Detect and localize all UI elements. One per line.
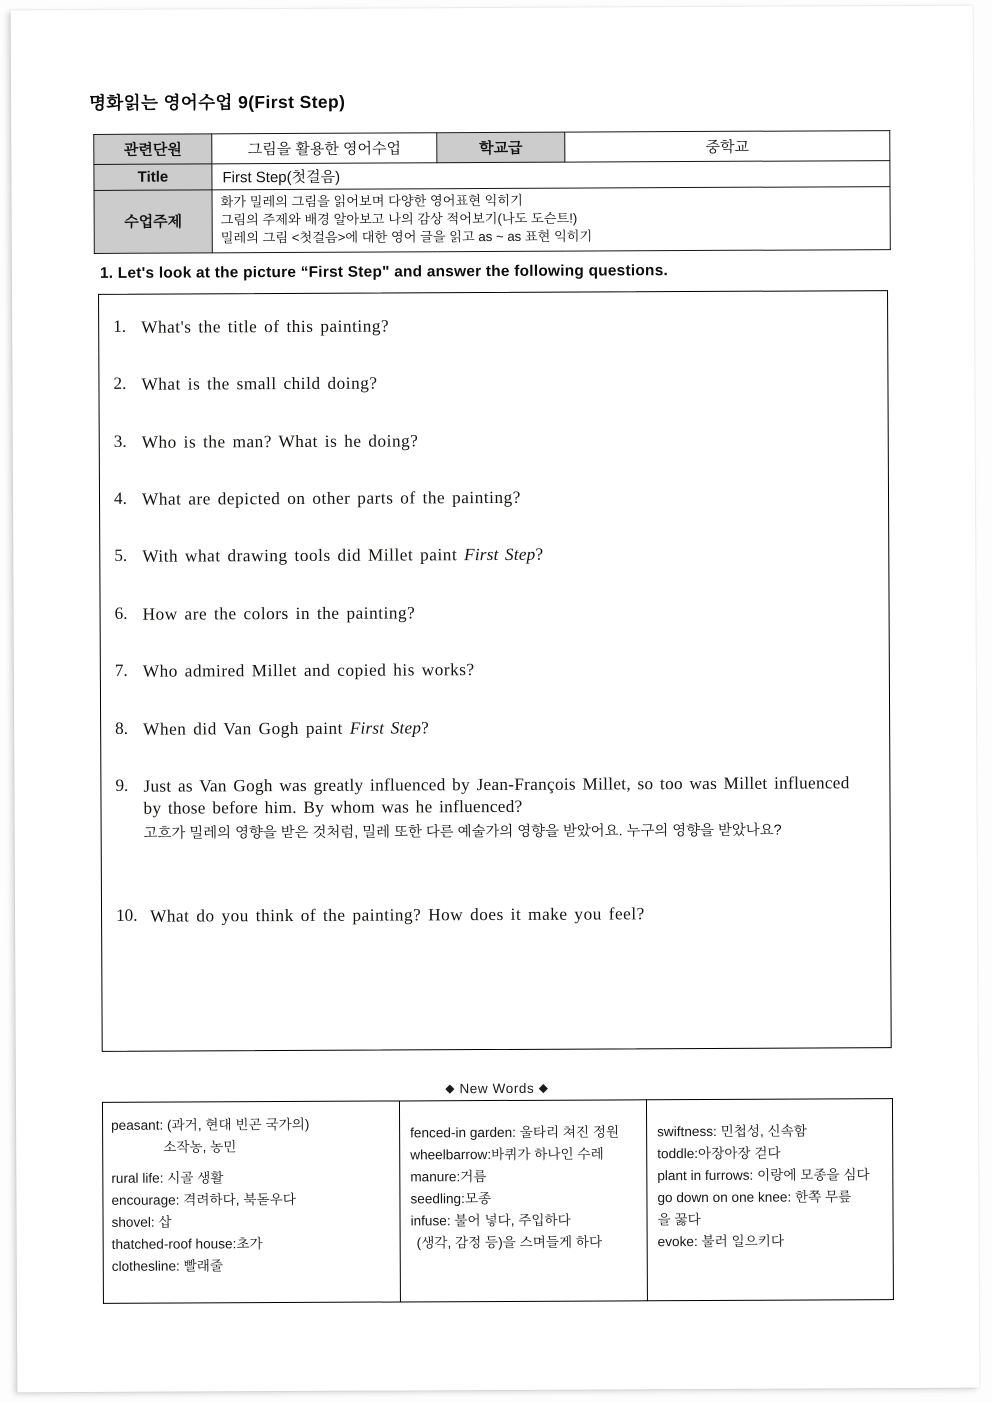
question-text: Who is the man? What is he doing? [141,431,419,452]
new-words-heading [102,1079,892,1098]
question-number: 7. [114,660,128,681]
info-value-schoollevel: 중학교 [565,131,890,163]
list-item [116,903,872,929]
question-text: What is the small child doing? [141,373,378,395]
page-content [11,6,980,1393]
question-number: 9. [115,775,129,795]
diamond-icon: ◆ [445,1081,456,1096]
list-item [113,371,869,397]
table-row [94,187,890,254]
question-text: What's the title of this painting? [141,316,390,337]
questions-list [99,291,890,929]
vocab-column-1 [102,1101,400,1303]
vocab-entry: thatched-roof house:초가 [111,1236,263,1252]
vocab-entry: 을 꿇다 [657,1212,701,1228]
info-value-title: First Step(첫걸음) [212,161,890,190]
info-label-subject: 수업주제 [94,190,212,253]
new-words-label: New Words [459,1080,535,1097]
vocab-entry: swiftness: 민첩성, 신속함 [657,1123,807,1140]
list-item [114,485,870,511]
table-row [94,161,890,191]
question-text: With what drawing tools did Millet paint First Step? [142,545,544,567]
question-number: 1. [113,316,127,336]
question-number: 5. [114,546,128,566]
subject-line: 화가 밀레의 그림을 읽어보며 다양한 영어표현 익히기 [220,192,523,210]
question-number: 3. [113,431,127,451]
vocab-entry: manure:거름 [410,1169,487,1185]
vocab-entry: clothesline: 빨래줄 [111,1258,223,1274]
list-item [115,772,871,844]
new-words-table [102,1098,894,1304]
info-label-title: Title [94,164,212,191]
vocab-entry: rural life: 시골 생활 [111,1170,224,1186]
vocab-entry: seedling:모종 [410,1191,492,1207]
info-label-unit: 관련단원 [94,134,212,165]
question-text: When did Van Gogh paint First Step? [143,717,430,739]
question-text: What do you think of the painting? How does it make you feel? [150,904,645,927]
vocab-entry: peasant: (과거, 현대 빈곤 국가의) [111,1116,310,1133]
question-text: Who admired Millet and copied his works? [142,660,475,681]
document-page [11,6,980,1393]
vocab-entry: encourage: 격려하다, 북돋우다 [111,1192,296,1208]
question-number: 6. [114,603,128,623]
question-text: How are the colors in the painting? [142,603,416,624]
questions-box [98,290,892,1052]
info-value-unit: 그림을 활용한 영어수업 [212,133,437,164]
vocab-entry: fenced-in garden: 울타리 쳐진 정원 [410,1124,620,1141]
list-item [113,313,869,339]
question-text: Just as Van Gogh was greatly influenced by Jean-François Millet, so too was Millet influenced by those before him. By whom was he influenced? 고흐가 밀레의 영향을 받은 것처럼, 밀레 또한 다른 예술가의 영향을 받았어요. 누구의 영향을 받았나요? [143,772,871,844]
vocab-entry: 소작농, 농민 [163,1139,237,1155]
question-text: What are depicted on other parts of the painting? [141,487,521,509]
vocab-entry: go down on one knee: 한쪽 무릎 [657,1189,852,1206]
vocab-entry: (생각, 감정 등)을 스며들게 하다 [416,1234,603,1251]
question-number: 10. [116,906,138,926]
lesson-info-table [93,130,891,254]
question-number: 4. [113,488,127,508]
list-item [114,428,870,454]
info-value-subject [212,187,890,253]
subject-line: 그림의 주제와 배경 알아보고 나의 감상 적어보기(나도 도슨트!) [220,210,578,228]
vocab-entry: evoke: 불러 일으키다 [657,1233,785,1250]
vocab-entry: plant in furrows: 이랑에 모종을 심다 [657,1167,870,1184]
vocab-column-2 [399,1100,647,1302]
page-title: 명화읽는 영어수업 9(First Step) [89,91,346,113]
question-number: 8. [115,718,129,738]
vocab-entry: infuse: 불어 넣다, 주입하다 [410,1212,571,1229]
vocab-entry: wheelbarrow:바퀴가 하나인 수레 [410,1146,604,1163]
list-item [115,600,871,626]
list-item [114,543,870,569]
vocab-entry: toddle:아장아장 걷다 [657,1145,781,1162]
question-korean-gloss: 고흐가 밀레의 영향을 받은 것처럼, 밀레 또한 다른 예술가의 영향을 받았어요. 누구의 영향을 받았나요? [143,822,782,842]
list-item [115,715,871,741]
list-item [115,657,871,683]
vocab-column-3 [646,1099,893,1301]
table-row [102,1099,893,1304]
section-heading: 1. Let's look at the picture “First Step" and answer the following questions. [99,262,669,282]
vocab-entry: shovel: 삽 [111,1214,172,1230]
info-label-schoollevel: 학교급 [437,132,565,163]
table-row [94,131,890,165]
subject-line: 밀레의 그림 <첫걸음>에 대한 영어 글을 읽고 as ~ as 표현 익히기 [220,228,593,246]
diamond-icon: ◆ [538,1080,549,1095]
question-number: 2. [113,374,127,394]
